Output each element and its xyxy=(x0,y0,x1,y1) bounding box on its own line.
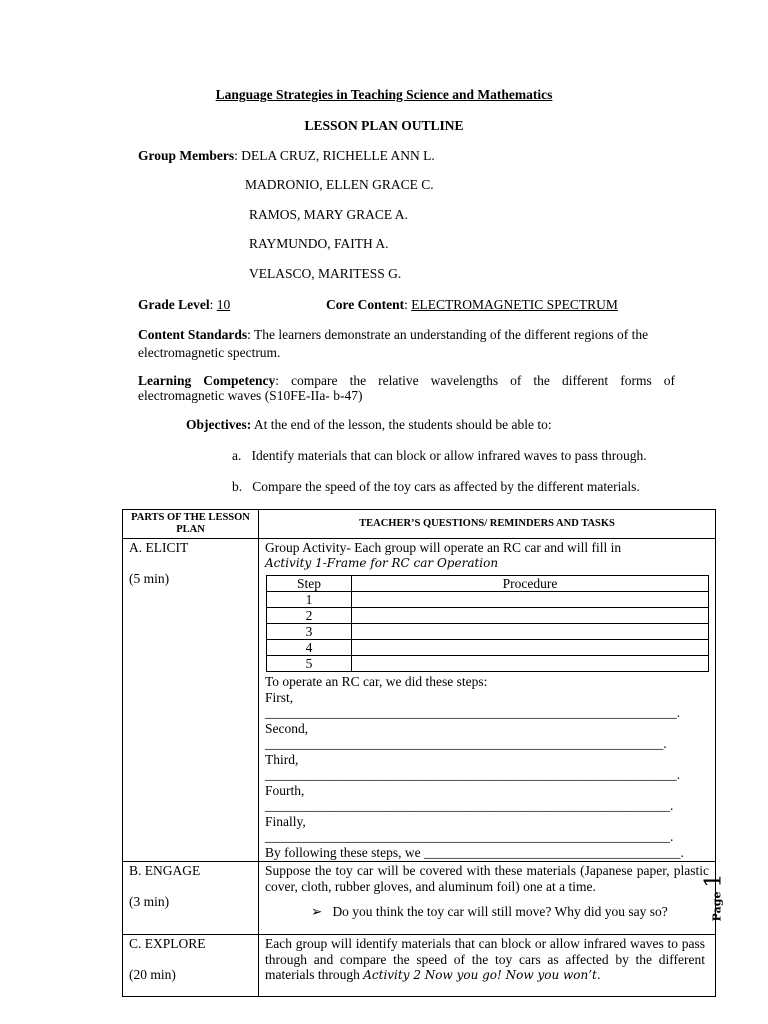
group-members: Group Members: DELA CRUZ, RICHELLE ANN L. xyxy=(138,148,435,163)
document-title: LESSON PLAN OUTLINE xyxy=(304,118,464,133)
sequence-line: First, _____________________________________________________________. xyxy=(265,689,681,720)
phase-time: (3 min) xyxy=(129,893,170,909)
step-number: 5 xyxy=(267,656,352,672)
group-label: Group Members xyxy=(138,148,235,163)
group-member: DELA CRUZ, RICHELLE ANN L. xyxy=(241,148,435,163)
engage-text: Suppose the toy car will be covered with these materials (Japanese paper, plastic cover, cloth, rubber gloves, and aluminum foil) one at a time. xyxy=(265,863,709,894)
step-number: 3 xyxy=(267,624,352,640)
learning-competency: Learning Competency: compare the relative wavelengths of the different forms of electromagnetic waves (S10FE-IIa- b-47) xyxy=(138,373,675,403)
objective-item: b. Compare the speed of the toy cars as affected by the different materials. xyxy=(232,479,640,494)
group-member: RAYMUNDO, FAITH A. xyxy=(249,236,389,251)
explore-tasks xyxy=(259,935,716,997)
step-number: 1 xyxy=(267,592,352,608)
page-label: Page xyxy=(710,891,724,922)
phase-time: (5 min) xyxy=(129,570,170,586)
procedure-header: Procedure xyxy=(352,576,709,592)
grade-level: Grade Level: 10 xyxy=(138,297,231,312)
steps-table xyxy=(266,575,709,672)
group-member: VELASCO, MARITESS G. xyxy=(249,266,402,281)
phase-label: B. ENGAGE xyxy=(129,863,201,878)
elicit-tasks xyxy=(259,539,716,862)
sequence-line: Fourth, ____________________________________________________________. xyxy=(265,782,674,813)
step-number: 4 xyxy=(267,640,352,656)
sequence-line: Third, _____________________________________________________________. xyxy=(265,751,681,782)
sequence-line: Finally, ____________________________________________________________. xyxy=(265,813,674,844)
content-standards: Content Standards: The learners demonstrate an understanding of the different regions of the electromagnetic spectrum. xyxy=(138,327,649,360)
procedure-cell xyxy=(352,592,709,608)
core-value: ELECTROMAGNETIC SPECTRUM xyxy=(411,297,618,312)
arrow-bullet-icon: ➢ xyxy=(311,904,323,919)
procedure-cell xyxy=(352,656,709,672)
group-member: RAMOS, MARY GRACE A. xyxy=(249,207,408,222)
objective-item: a. Identify materials that can block or allow infrared waves to pass through. xyxy=(232,448,647,463)
explore-text: Each group will identify materials that can block or allow infrared waves to pass through and compare the speed of the toy cars as affected by the different materials through Activity 2 Now you go! Now you won’t. xyxy=(265,936,705,982)
page-number: 1 xyxy=(701,873,727,888)
header-parts: PARTS OF THE LESSON PLAN xyxy=(123,510,259,539)
phase-time: (20 min) xyxy=(129,966,176,982)
elicit-intro: Group Activity- Each group will operate an RC car and will fill in xyxy=(265,540,622,555)
engage-question: ➢ Do you think the toy car will still move? Why did you say so? xyxy=(311,904,668,919)
phase-label: A. ELICIT xyxy=(129,540,189,555)
course-title: Language Strategies in Teaching Science and Mathematics xyxy=(215,87,553,102)
header-tasks: TEACHER’S QUESTIONS/ REMINDERS AND TASKS xyxy=(259,510,716,539)
group-member: MADRONIO, ELLEN GRACE C. xyxy=(245,177,434,192)
step-number: 2 xyxy=(267,608,352,624)
activity-2-title: Activity 2 Now you go! Now you won’t. xyxy=(363,968,601,982)
explore-cell xyxy=(123,935,259,997)
sequence-line: To operate an RC car, we did these steps: xyxy=(265,674,488,689)
grade-value: 10 xyxy=(216,297,231,312)
page-marker xyxy=(702,874,727,922)
elicit-cell xyxy=(123,539,259,862)
lesson-plan-table xyxy=(122,509,716,997)
activity-title: Activity 1-Frame for RC car Operation xyxy=(265,555,499,570)
sequence-line: By following these steps, we ______________________________________. xyxy=(265,844,684,860)
procedure-cell xyxy=(352,608,709,624)
engage-tasks xyxy=(259,862,716,935)
procedure-cell xyxy=(352,624,709,640)
procedure-cell xyxy=(352,640,709,656)
objectives: Objectives: At the end of the lesson, the students should be able to: xyxy=(186,417,552,432)
sequence-line: Second, ___________________________________________________________. xyxy=(265,720,667,751)
engage-cell xyxy=(123,862,259,935)
step-header: Step xyxy=(267,576,352,592)
phase-label: C. EXPLORE xyxy=(129,936,206,951)
core-content: Core Content: ELECTROMAGNETIC SPECTRUM xyxy=(326,297,618,312)
